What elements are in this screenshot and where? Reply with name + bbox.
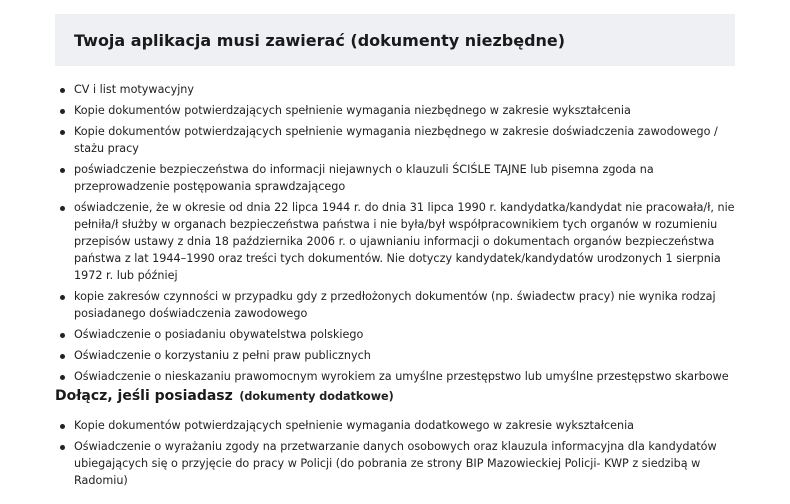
bullet-icon — [60, 88, 65, 93]
list-item-text: Oświadczenie o nieskazaniu prawomocnym wyrokiem za umyślne przestępstwo lub umyślne przestępstwo skarbowe — [74, 370, 729, 383]
bullet-icon — [60, 206, 65, 211]
bullet-icon — [60, 354, 65, 359]
list-item-text: oświadczenie, że w okresie od dnia 22 lipca 1944 r. do dnia 31 lipca 1990 r. kandydatka/kandydat nie pracowała/ł, nie pełniła/ł służby w organach bezpieczeństwa państwa i nie była/był współpracownikiem tych organów w rozumieniu przepisów ustawy z dnia 18 października 2006 r. o ujawnianiu informacji o dokumentach organów bezpieczeństwa państwa z lat 1944–1990 oraz treści tych dokumentów. Nie dotyczy kandydatek/kandydatów urodzonych 1 sierpnia 1972 r. lub później — [74, 201, 735, 282]
list-item — [58, 347, 738, 364]
list-item-text: kopie zakresów czynności w przypadku gdy z przedłożonych dokumentów (np. świadectw pracy) nie wynika rodzaj posiadanego doświadczenia zawodowego — [74, 290, 716, 320]
list-item — [58, 81, 738, 98]
bullet-icon — [60, 295, 65, 300]
list-item-text: Kopie dokumentów potwierdzających spełnienie wymagania dodatkowego w zakresie wykształcenia — [74, 419, 635, 432]
list-item — [58, 368, 738, 385]
list-item — [58, 417, 738, 434]
list-item-text: Kopie dokumentów potwierdzających spełnienie wymagania niezbędnego w zakresie wykształcenia — [74, 104, 631, 117]
additional-documents-note: (dokumenty dodatkowe) — [239, 390, 394, 403]
list-item-text: Oświadczenie o posiadaniu obywatelstwa polskiego — [74, 328, 364, 341]
list-item — [58, 288, 738, 322]
additional-documents-heading — [55, 385, 394, 407]
list-item — [58, 438, 738, 489]
list-item — [58, 102, 738, 119]
bullet-icon — [60, 445, 65, 450]
additional-documents-title: Dołącz, jeśli posiadasz — [55, 388, 233, 404]
bullet-icon — [60, 424, 65, 429]
required-documents-list — [58, 81, 738, 389]
list-item-text: poświadczenie bezpieczeństwa do informacji niejawnych o klauzuli ŚCIŚLE TAJNE lub pisemna zgoda na przeprowadzenie postępowania sprawdzającego — [74, 163, 654, 193]
list-item-text: Oświadczenie o wyrażaniu zgody na przetwarzanie danych osobowych oraz klauzula informacyjna dla kandydatów ubiegających się o przyjęcie do pracy w Policji (do pobrania ze strony BIP Mazowieckiej Policji- KWP z siedzibą w Radomiu) — [74, 440, 717, 487]
required-documents-header — [55, 14, 735, 66]
bullet-icon — [60, 168, 65, 173]
bullet-icon — [60, 109, 65, 114]
list-item-text: Oświadczenie o korzystaniu z pełni praw publicznych — [74, 349, 371, 362]
list-item — [58, 161, 738, 195]
list-item — [58, 326, 738, 343]
additional-documents-list — [58, 417, 738, 493]
required-documents-title: Twoja aplikacja musi zawierać (dokumenty niezbędne) — [74, 31, 566, 50]
list-item-text: CV i list motywacyjny — [74, 83, 195, 96]
list-item — [58, 199, 738, 284]
bullet-icon — [60, 130, 65, 135]
bullet-icon — [60, 375, 65, 380]
list-item-text: Kopie dokumentów potwierdzających spełnienie wymagania niezbędnego w zakresie doświadczenia zawodowego / stażu pracy — [74, 125, 718, 155]
list-item — [58, 123, 738, 157]
bullet-icon — [60, 333, 65, 338]
